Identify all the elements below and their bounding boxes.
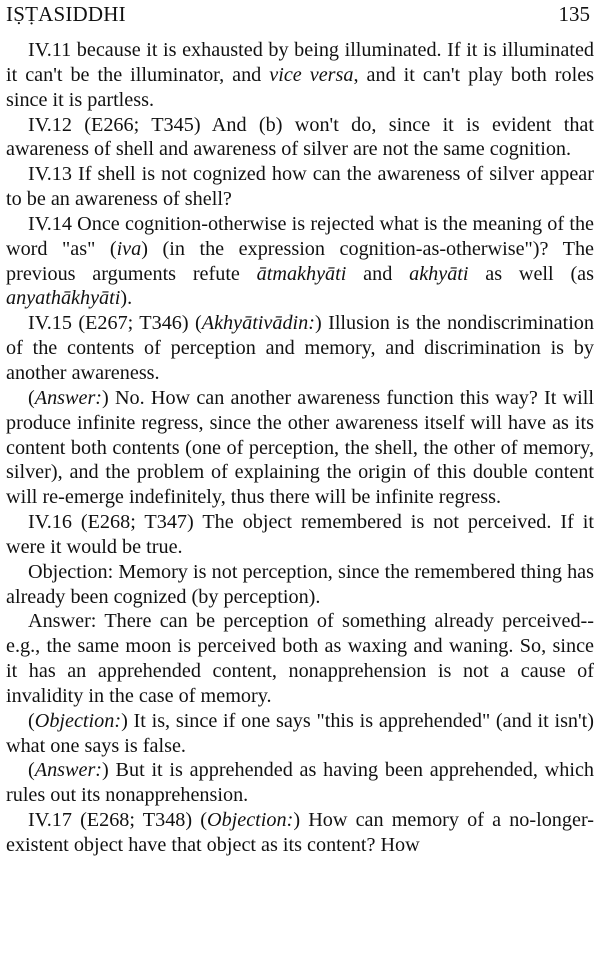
text-run: IV.17 (E268; T348) (: [28, 809, 207, 832]
paragraph: [6, 510, 594, 560]
italic-term: ātmakhyāti: [256, 262, 347, 285]
text-run: ) Illusion is the nondiscrimination of the contents of perception and memory, and discrimination is by another awareness.: [6, 312, 594, 384]
italic-term: vice versa: [269, 63, 354, 86]
paragraph: [6, 113, 594, 163]
text-run: IV.13 If shell is not cognized how can the awareness of silver appear to be an awareness of shell?: [6, 163, 594, 211]
text-run: ) But it is apprehended as having been apprehended, which rules out its nonapprehension.: [6, 759, 594, 807]
paragraph: [6, 386, 594, 510]
paragraph: [6, 758, 594, 808]
text-run: , and it can't play both roles since it is partless.: [6, 63, 595, 111]
italic-term: Answer:: [34, 759, 103, 782]
italic-term: Answer:: [34, 386, 103, 409]
italic-term: anyathākhyāti: [6, 287, 121, 310]
text-run: and: [346, 262, 410, 285]
text-run: IV.12 (E266; T345) And (b) won't do, since it is evident that awareness of shell and awareness of silver are not the same cognition.: [6, 113, 594, 161]
text-run: as well (as: [468, 262, 594, 285]
italic-term: akhyāti: [409, 262, 469, 285]
italic-term: iva: [116, 237, 142, 260]
page-number: 135: [558, 2, 590, 26]
paragraph: [6, 212, 594, 311]
text-run: IV.14 Once cognition-otherwise is rejected what is the meaning of the word "as" (: [6, 212, 594, 260]
text-run: Objection: Memory is not perception, since the remembered thing has already been cognized (by perception).: [6, 560, 594, 608]
italic-term: Objection:: [206, 809, 294, 832]
body-text: [6, 38, 594, 858]
paragraph: [6, 609, 594, 708]
text-run: ) No. How can another awareness function this way? It will produce infinite regress, since the other awareness itself will have as its content both contents (one of perception, the shell, the other of memory, silver), and the problem of explaining the origin of this double content will re-emerge indefinitely, thus there will be infinite regress.: [6, 386, 594, 509]
text-run: (: [28, 759, 35, 782]
text-run: ) (in the expression cognition-as-otherwise")? The previous arguments refute: [6, 237, 594, 285]
paragraph: [6, 560, 594, 610]
text-run: Answer: There can be perception of something already perceived--e.g., the same moon is perceived both as waxing and waning. So, since it has an apprehended content, nonapprehension is not a cause of invalidity in the case of memory.: [6, 610, 594, 707]
paragraph: [6, 709, 594, 759]
text-run: IV.15 (E267; T346) (: [28, 312, 202, 335]
text-run: IV.16 (E268; T347) The object remembered is not perceived. If it were it would be true.: [6, 511, 594, 558]
paragraph: [6, 808, 594, 858]
text-run: ) How can memory of a no-longer-existent object have that object as its content? How: [6, 809, 594, 856]
paragraph: [6, 162, 594, 212]
text-run: ).: [120, 287, 133, 310]
text-run: (: [28, 709, 35, 732]
text-run: ) It is, since if one says "this is apprehended" (and it isn't) what one says is false.: [6, 709, 594, 757]
page-header: [6, 0, 594, 38]
paragraph: [6, 311, 594, 386]
running-head: IṢṬASIDDHI: [6, 2, 126, 26]
paragraph: [6, 38, 594, 113]
italic-term: Objection:: [34, 709, 122, 732]
italic-term: Akhyātivādin:: [201, 312, 315, 335]
text-run: IV.11 because it is exhausted by being illuminated. If it is illuminated it can't be the illuminator, and: [6, 39, 594, 86]
text-run: (: [28, 386, 35, 409]
